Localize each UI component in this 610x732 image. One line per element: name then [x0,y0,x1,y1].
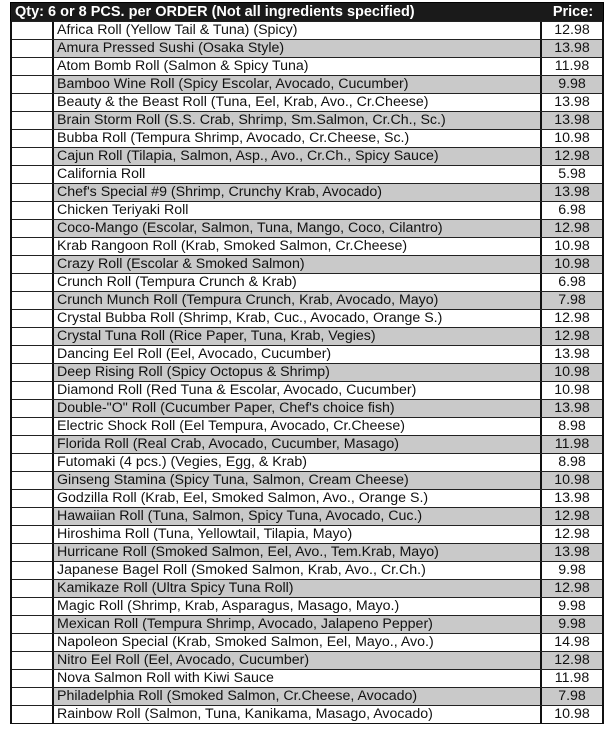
qty-cell [12,652,54,669]
qty-cell [12,706,54,723]
item-name: Chicken Teriyaki Roll [54,202,542,219]
item-price: 11.98 [542,436,602,453]
menu-item-row [12,309,602,327]
item-price: 11.98 [542,58,602,75]
qty-cell [12,166,54,183]
item-name: Magic Roll (Shrimp, Krab, Asparagus, Masago, Mayo.) [54,598,542,615]
item-name: Nova Salmon Roll with Kiwi Sauce [54,670,542,687]
menu-item-row [12,543,602,561]
item-price: 6.98 [542,202,602,219]
menu-item-row [12,705,602,723]
item-price: 9.98 [542,616,602,633]
qty-cell [12,40,54,57]
item-name: Florida Roll (Real Crab, Avocado, Cucumber, Masago) [54,436,542,453]
qty-cell [12,22,54,39]
menu-header [10,2,604,21]
item-price: 10.98 [542,706,602,723]
menu-item-row [12,525,602,543]
qty-cell [12,202,54,219]
item-name: Bubba Roll (Tempura Shrimp, Avocado, Cr.Cheese, Sc.) [54,130,542,147]
menu-item-row [12,201,602,219]
item-price: 13.98 [542,346,602,363]
item-name: Double-"O" Roll (Cucumber Paper, Chef's choice fish) [54,400,542,417]
menu-item-row [12,165,602,183]
item-price: 9.98 [542,76,602,93]
menu-header-title: Qty: 6 or 8 PCS. per ORDER (Not all ingredients specified) [15,4,415,20]
item-price: 12.98 [542,148,602,165]
qty-cell [12,580,54,597]
item-price: 10.98 [542,364,602,381]
item-price: 12.98 [542,328,602,345]
menu-item-row [12,417,602,435]
item-name: Futomaki (4 pcs.) (Vegies, Egg, & Krab) [54,454,542,471]
menu-item-row [12,561,602,579]
item-name: Hurricane Roll (Smoked Salmon, Eel, Avo., Tem.Krab, Mayo) [54,544,542,561]
item-name: Crunch Munch Roll (Tempura Crunch, Krab, Avocado, Mayo) [54,292,542,309]
item-name: Crazy Roll (Escolar & Smoked Salmon) [54,256,542,273]
item-price: 12.98 [542,526,602,543]
qty-cell [12,112,54,129]
menu-item-row [12,399,602,417]
qty-cell [12,238,54,255]
qty-cell [12,364,54,381]
item-price: 6.98 [542,274,602,291]
item-price: 8.98 [542,454,602,471]
item-name: Rainbow Roll (Salmon, Tuna, Kanikama, Masago, Avocado) [54,706,542,723]
item-name: Diamond Roll (Red Tuna & Escolar, Avocado, Cucumber) [54,382,542,399]
menu-item-row [12,39,602,57]
menu-item-row [12,615,602,633]
menu-item-row [12,435,602,453]
item-price: 13.98 [542,490,602,507]
menu-item-row [12,129,602,147]
item-name: Philadelphia Roll (Smoked Salmon, Cr.Cheese, Avocado) [54,688,542,705]
item-name: Chef's Special #9 (Shrimp, Crunchy Krab, Avocado) [54,184,542,201]
menu-item-row [12,75,602,93]
item-price: 9.98 [542,562,602,579]
item-price: 12.98 [542,22,602,39]
menu-item-row [12,507,602,525]
item-price: 10.98 [542,256,602,273]
item-name: Napoleon Special (Krab, Smoked Salmon, Eel, Mayo., Avo.) [54,634,542,651]
qty-cell [12,508,54,525]
item-price: 13.98 [542,112,602,129]
item-name: Bamboo Wine Roll (Spicy Escolar, Avocado, Cucumber) [54,76,542,93]
menu-item-row [12,597,602,615]
menu-item-row [12,21,602,39]
qty-cell [12,220,54,237]
qty-cell [12,274,54,291]
item-price: 13.98 [542,40,602,57]
qty-cell [12,598,54,615]
item-name: Beauty & the Beast Roll (Tuna, Eel, Krab, Avo., Cr.Cheese) [54,94,542,111]
qty-cell [12,382,54,399]
menu-item-list [10,21,604,724]
menu-item-row [12,57,602,75]
item-price: 13.98 [542,400,602,417]
item-price: 14.98 [542,634,602,651]
item-price: 10.98 [542,472,602,489]
menu-item-row [12,633,602,651]
qty-cell [12,130,54,147]
item-name: Japanese Bagel Roll (Smoked Salmon, Krab, Avo., Cr.Ch.) [54,562,542,579]
menu-item-row [12,651,602,669]
item-price: 5.98 [542,166,602,183]
qty-cell [12,526,54,543]
menu-item-row [12,183,602,201]
menu-item-row [12,237,602,255]
sushi-roll-menu [10,2,604,724]
item-price: 8.98 [542,418,602,435]
item-price: 12.98 [542,580,602,597]
menu-item-row [12,147,602,165]
item-name: Electric Shock Roll (Eel Tempura, Avocado, Cr.Cheese) [54,418,542,435]
menu-item-row [12,273,602,291]
qty-cell [12,58,54,75]
item-name: Hawaiian Roll (Tuna, Salmon, Spicy Tuna, Avocado, Cuc.) [54,508,542,525]
item-name: Hiroshima Roll (Tuna, Yellowtail, Tilapia, Mayo) [54,526,542,543]
qty-cell [12,184,54,201]
item-name: Africa Roll (Yellow Tail & Tuna) (Spicy) [54,22,542,39]
menu-item-row [12,255,602,273]
item-name: Brain Storm Roll (S.S. Crab, Shrimp, Sm.Salmon, Cr.Ch., Sc.) [54,112,542,129]
menu-item-row [12,327,602,345]
item-price: 7.98 [542,688,602,705]
item-price: 11.98 [542,670,602,687]
qty-cell [12,328,54,345]
item-name: Ginseng Stamina (Spicy Tuna, Salmon, Cream Cheese) [54,472,542,489]
item-price: 12.98 [542,652,602,669]
qty-cell [12,418,54,435]
menu-item-row [12,381,602,399]
item-name: Coco-Mango (Escolar, Salmon, Tuna, Mango, Coco, Cilantro) [54,220,542,237]
price-column-header: Price: [552,4,594,20]
menu-item-row [12,471,602,489]
item-price: 10.98 [542,382,602,399]
item-price: 12.98 [542,310,602,327]
qty-cell [12,616,54,633]
qty-cell [12,436,54,453]
item-price: 13.98 [542,94,602,111]
menu-item-row [12,453,602,471]
menu-item-row [12,345,602,363]
menu-item-row [12,489,602,507]
item-name: Deep Rising Roll (Spicy Octopus & Shrimp) [54,364,542,381]
item-price: 7.98 [542,292,602,309]
menu-item-row [12,363,602,381]
item-name: Dancing Eel Roll (Eel, Avocado, Cucumber) [54,346,542,363]
qty-cell [12,688,54,705]
menu-item-row [12,687,602,705]
item-price: 13.98 [542,544,602,561]
qty-cell [12,94,54,111]
menu-item-row [12,579,602,597]
menu-item-row [12,291,602,309]
qty-cell [12,256,54,273]
item-price: 12.98 [542,508,602,525]
item-name: Nitro Eel Roll (Eel, Avocado, Cucumber) [54,652,542,669]
menu-item-row [12,219,602,237]
item-name: Kamikaze Roll (Ultra Spicy Tuna Roll) [54,580,542,597]
item-price: 9.98 [542,598,602,615]
item-name: California Roll [54,166,542,183]
item-name: Amura Pressed Sushi (Osaka Style) [54,40,542,57]
item-name: Cajun Roll (Tilapia, Salmon, Asp., Avo., Cr.Ch., Spicy Sauce) [54,148,542,165]
menu-item-row [12,93,602,111]
item-price: 10.98 [542,130,602,147]
item-name: Godzilla Roll (Krab, Eel, Smoked Salmon, Avo., Orange S.) [54,490,542,507]
qty-cell [12,562,54,579]
qty-cell [12,490,54,507]
qty-cell [12,634,54,651]
item-name: Crunch Roll (Tempura Crunch & Krab) [54,274,542,291]
qty-cell [12,544,54,561]
item-price: 13.98 [542,184,602,201]
qty-cell [12,472,54,489]
item-name: Crystal Tuna Roll (Rice Paper, Tuna, Krab, Vegies) [54,328,542,345]
item-name: Atom Bomb Roll (Salmon & Spicy Tuna) [54,58,542,75]
item-name: Mexican Roll (Tempura Shrimp, Avocado, Jalapeno Pepper) [54,616,542,633]
qty-cell [12,346,54,363]
qty-cell [12,76,54,93]
qty-cell [12,148,54,165]
qty-cell [12,670,54,687]
qty-cell [12,454,54,471]
menu-item-row [12,111,602,129]
item-price: 12.98 [542,220,602,237]
item-name: Crystal Bubba Roll (Shrimp, Krab, Cuc., Avocado, Orange S.) [54,310,542,327]
qty-cell [12,310,54,327]
qty-cell [12,292,54,309]
menu-item-row [12,669,602,687]
qty-cell [12,400,54,417]
item-price: 10.98 [542,238,602,255]
item-name: Krab Rangoon Roll (Krab, Smoked Salmon, Cr.Cheese) [54,238,542,255]
